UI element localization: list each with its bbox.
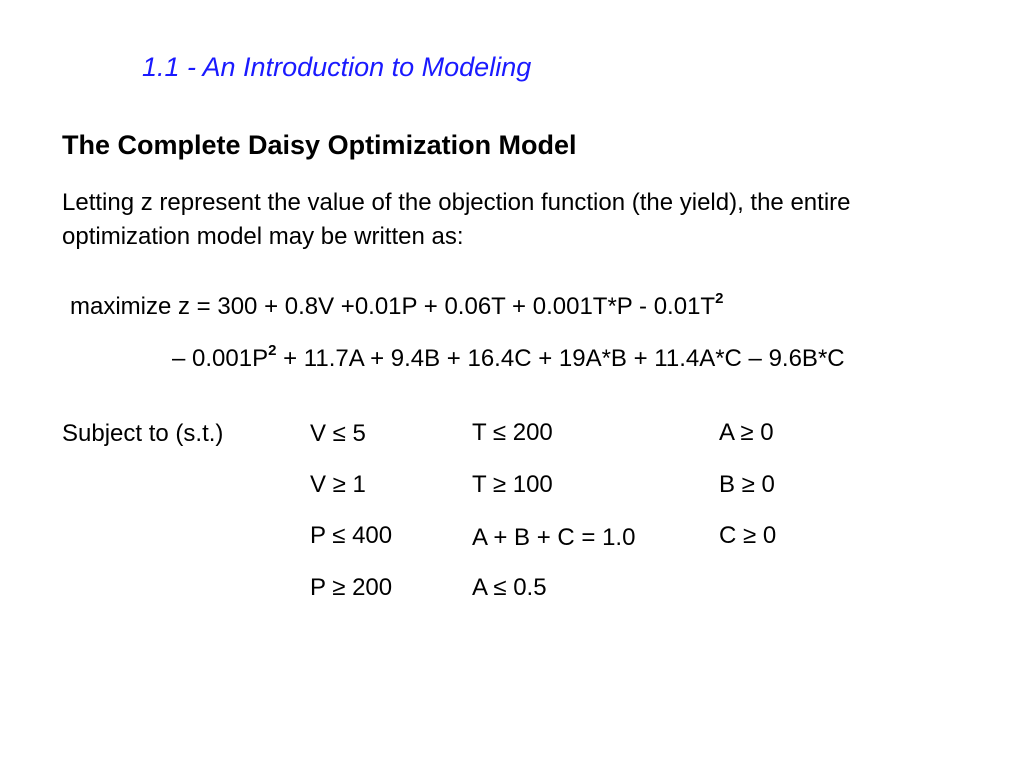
constraint-p-max: P ≤ 400 [310, 522, 393, 549]
constraint-p-min: P ≥ 200 [310, 574, 393, 601]
constraint-v-min: V ≥ 1 [310, 471, 366, 498]
constraint-t-max: T ≤ 200 [472, 419, 553, 446]
objective-line-2-exponent: 2 [268, 342, 277, 359]
section-heading: The Complete Daisy Optimization Model [62, 130, 577, 160]
objective-line-1-text: maximize z = 300 + 0.8V +0.01P + 0.06T + 0.001T*P - 0.01T [70, 293, 716, 320]
objective-line-2-text: + 11.7A + 9.4B + 16.4C + 19A*B + 11.4A*C – 9.6B*C [276, 345, 845, 372]
objective-line-1-exponent: 2 [715, 290, 724, 307]
objective-line-1 [70, 290, 723, 321]
slide-title: 1.1 - An Introduction to Modeling [142, 52, 532, 82]
constraint-a-max: A ≤ 0.5 [472, 574, 547, 601]
constraint-a-nonneg: A ≥ 0 [719, 419, 774, 446]
constraint-v-max: V ≤ 5 [310, 420, 366, 447]
subject-to-label: Subject to (s.t.) [62, 420, 224, 447]
constraint-t-min: T ≥ 100 [472, 471, 553, 498]
constraint-c-nonneg: C ≥ 0 [719, 522, 777, 549]
intro-paragraph: Letting z represent the value of the objection function (the yield), the entire optimization model may be written as: [62, 189, 851, 250]
constraint-abc-sum: A + B + C = 1.0 [472, 524, 636, 551]
objective-line-2 [172, 342, 845, 373]
objective-line-2-prefix: – 0.001P [172, 345, 269, 372]
constraint-b-nonneg: B ≥ 0 [719, 471, 775, 498]
